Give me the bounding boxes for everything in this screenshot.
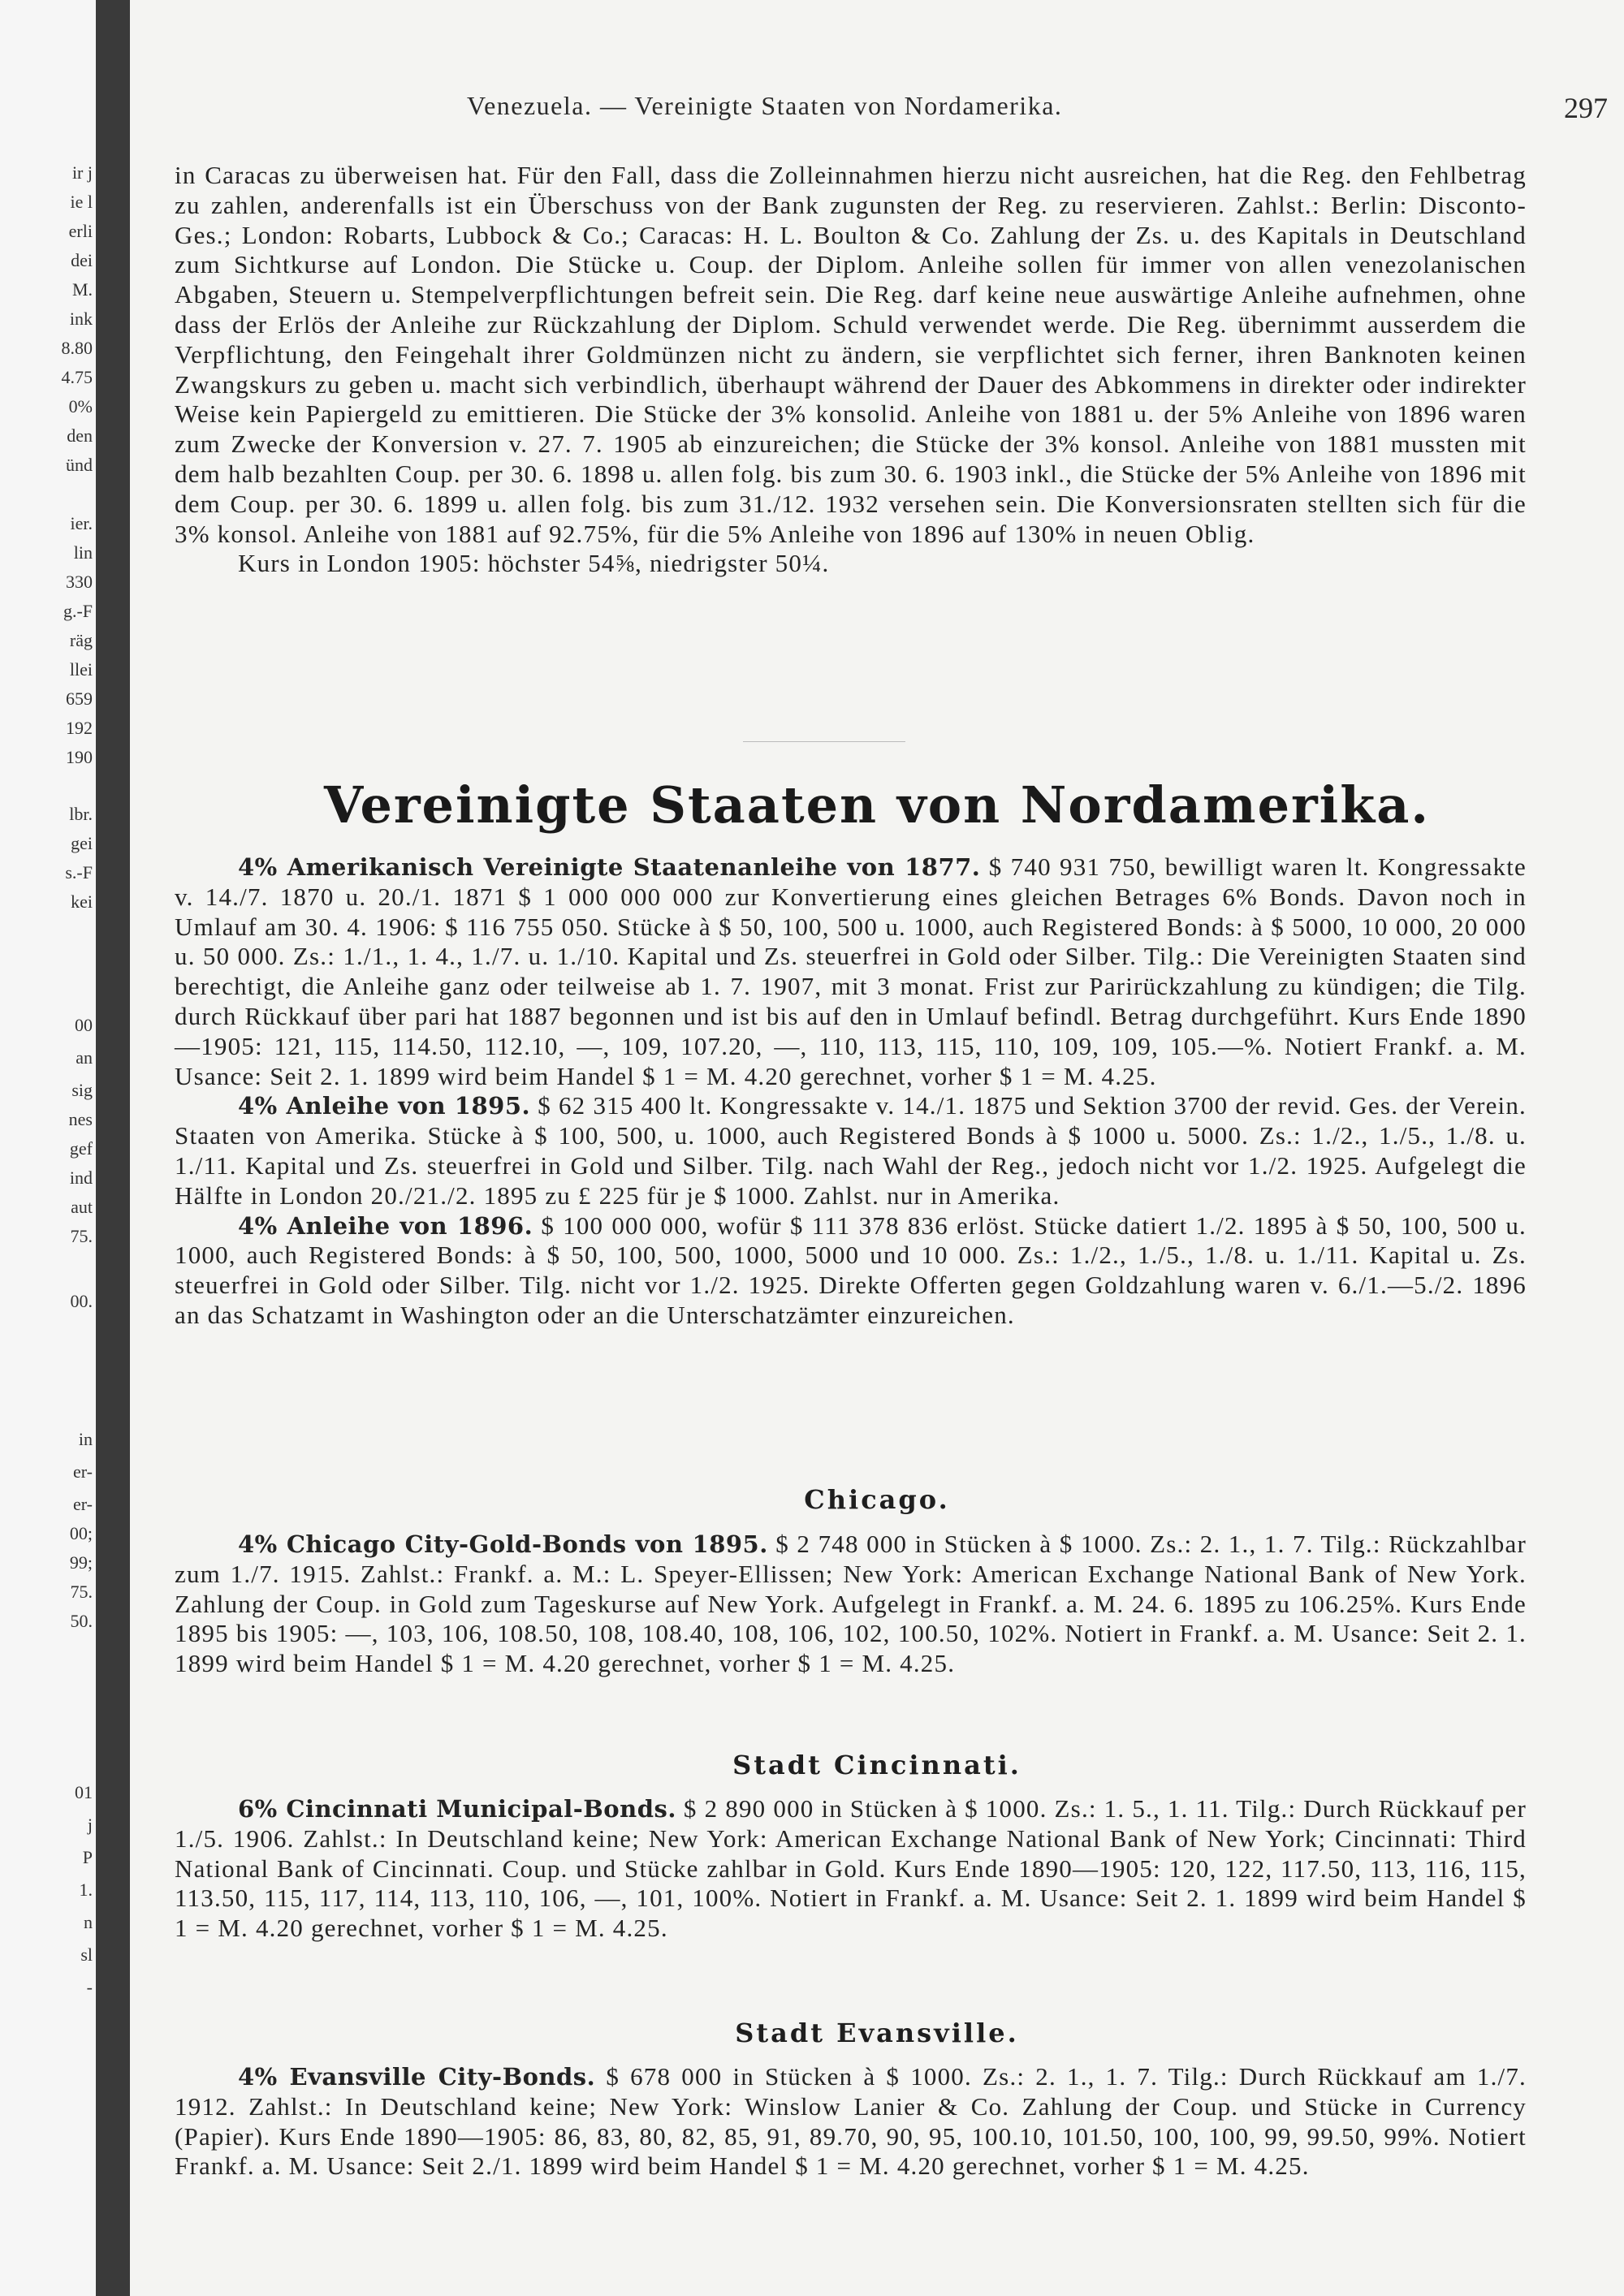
edge-fragment: 0% <box>68 396 93 416</box>
edge-fragment: llei <box>69 659 93 680</box>
venezuela-body: in Caracas zu überweisen hat. Für den Fall, dass die Zolleinnahmen hierzu nicht ausreichen, hat die Reg. den Fehlbetrag zu zahlen, anderenfalls ist ein Überschuss von der Bank zugunsten der Reg. zu reservieren. Zahlst.: Berlin: Disconto-Ges.; London: Robarts, Lubbock & Co.; Caracas: H. L. Boulton & Co. Zahlung der Zs. u. des Kapitals in Deutschland zum Sichtkurse auf London. Die Stücke u. Coup. der Diplom. Anleihe sollen für immer von allen venezolanischen Abgaben, Steuern u. Stempelverpflichtungen befreit sein. Die Reg. darf keine neue auswärtige Anleihe aufnehmen, ohne dass der Erlös der Anleihe zur Rückzahlung der Diplom. Schuld verwendet werde. Die Reg. übernimmt ausserdem die Verpflichtung, den Feingehalt ihrer Goldmünzen nicht zu ändern, sie verpflichtet sich ferner, ihren Banknoten keinen Zwangskurs zu geben u. macht sich verbindlich, überhaupt während der Dauer des Abkommens in direkter oder indirekter Weise kein Papiergeld zu emittieren. Die Stücke der 3% konsolid. Anleihe von 1881 u. der 5% Anleihe von 1896 waren zum Zwecke der Konversion v. 27. 7. 1905 ab einzureichen; die Stücke der 3% konsol. Anleihe von 1881 mussten mit dem halb bezahlten Coup. per 30. 6. 1898 u. allen folg. bis zum 30. 6. 1903 inkl., die Stücke der 5% Anleihe von 1896 mit dem Coup. per 30. 6. 1899 u. allen folg. bis zum 31./12. 1932 versehen sein. Die Konversionsraten stellten sich für die 3% konsol. Anleihe von 1881 auf 92.75%, für die 5% Anleihe von 1896 auf 130% in neuen Oblig. <box>175 161 1527 548</box>
edge-fragment: in <box>78 1429 93 1449</box>
edge-fragment: M. <box>71 279 93 300</box>
edge-fragment: 192 <box>66 718 93 738</box>
bond-title: 4% Evansville City-Bonds. <box>238 2063 596 2091</box>
document-page <box>130 0 1624 2296</box>
bond-title: 4% Anleihe von 1895. <box>238 1092 531 1120</box>
section-title-chicago: Chicago. <box>804 1484 950 1515</box>
edge-fragment: ink <box>69 309 93 329</box>
edge-fragment: 75. <box>70 1226 93 1246</box>
bond-entry <box>175 852 1527 1091</box>
edge-fragment: an <box>76 1047 93 1068</box>
section-title-cincinnati: Stadt Cincinnati. <box>732 1750 1021 1780</box>
edge-fragment: lin <box>73 542 93 563</box>
cincinnati-section <box>175 1794 1527 1944</box>
edge-fragment: 8.80 <box>61 338 93 358</box>
bond-description: $ 740 931 750, bewilligt waren lt. Kongressakte v. 14./7. 1870 u. 20./1. 1871 $ 1 000 000 000 zur Konvertierung eines gleichen Betrages 6% Bonds. Davon noch in Umlauf am 30. 4. 1906: $ 116 755 050. Stücke à $ 50, 100, 500 u. 1000, auch Registered Bonds: à $ 5000, 10 000, 20 000 u. 50 000. Zs.: 1./1., 1. 4., 1./7. u. 1./10. Kapital und Zs. steuerfrei in Gold oder Silber. Tilg.: Die Vereinigten Staaten sind berechtigt, die Anleihe ganz oder teilweise ab 1. 7. 1907, mit 3 monat. Frist zur Parirückzahlung zu kündigen; die Tilg. durch Rückkauf über pari hat 1887 begonnen und ist bis auf den in Umlauf befindl. Betrag durchgeführt. Kurs Ende 1890—1905: 121, 115, 114.50, 112.10, —, 109, 107.20, —, 110, 113, 115, 110, 109, 109, 105.—%. Notiert Frankf. a. M. Usance: Seit 2. 1. 1899 wird beim Handel $ 1 = M. 4.20 gerechnet, vorher $ 1 = M. 4.25. <box>175 852 1527 1090</box>
bond-entry <box>175 1091 1527 1211</box>
edge-fragment: gei <box>71 833 93 853</box>
bond-description: $ 2 890 000 in Stücken à $ 1000. Zs.: 1. 5., 1. 11. Tilg.: Durch Rückkauf per 1./5. 1906. Zahlst.: In Deutschland keine; New York: American Exchange National Bank of New York; Cincinnati: Third National Bank of Cincinnati. Coup. und Stücke zahlbar in Gold. Kurs Ende 1890—1905: 120, 122, 117.50, 113, 116, 115, 113.50, 115, 117, 114, 113, 110, 106, —, 101, 100%. Notiert in Frankf. a. M. Usance: Seit 2. 1. 1899 wird beim Handel $ 1 = M. 4.20 gerechnet, vorher $ 1 = M. 4.25. <box>175 1794 1527 1943</box>
edge-fragment: ie l <box>70 192 93 212</box>
edge-fragment: aut <box>71 1197 93 1217</box>
bond-description: $ 2 748 000 in Stücken à $ 1000. Zs.: 2. 1., 1. 7. Tilg.: Rückzahlbar zum 1./7. 1915. Zahlst.: Frankf. a. M.: L. Speyer-Ellissen; New York: American Exchange National Bank of New York. Zahlung der Coup. in Gold zum Tageskurse auf New York. Aufgelegt in Frankf. a. M. 24. 6. 1895 zu 106.25%. Kurs Ende 1895 bis 1905: —, 103, 106, 108.50, 108, 108.40, 108, 106, 102, 100.50, 102%. Notiert in Frankf. a. M. Usance: Seit 2. 1. 1899 wird beim Handel $ 1 = M. 4.20 gerechnet, vorher $ 1 = M. 4.25. <box>175 1530 1527 1678</box>
venezuela-section <box>175 161 1527 579</box>
bond-description: $ 62 315 400 lt. Kongressakte v. 14./1. 1875 und Sektion 3700 der revid. Ges. der Verein. Staaten von Amerika. Stücke à $ 100, 500, u. 1000, auch Registered Bonds à $ 1000 u. 5000. Zs.: 1./2., 1./5., 1./8. u. 1./11. Kapital und Zs. steuerfrei in Gold und Silber. Tilg. nach Wahl der Reg., jedoch nicht vor 1./2. 1925. Aufgelegt die Hälfte in London 20./21./2. 1895 zu £ 225 für je $ 1000. Zahlst. nur in Amerika. <box>175 1091 1527 1210</box>
edge-fragment: 4.75 <box>61 367 93 387</box>
bond-entry <box>175 1530 1527 1679</box>
edge-fragment: s.-F <box>65 862 93 883</box>
edge-fragment: 99; <box>69 1552 93 1573</box>
bond-title: 4% Anleihe von 1896. <box>238 1211 533 1240</box>
edge-fragment: 330 <box>66 572 93 592</box>
section-divider <box>743 741 905 742</box>
edge-fragment: 1. <box>79 1880 93 1900</box>
edge-fragment: j <box>87 1815 93 1835</box>
edge-fragment: dei <box>71 250 93 270</box>
edge-fragment: 75. <box>70 1582 93 1602</box>
adjacent-page-edge <box>0 0 96 2296</box>
book-gutter <box>96 0 130 2296</box>
bond-entry <box>175 1794 1527 1944</box>
section-title-usa: Vereinigte Staaten von Nordamerika. <box>324 775 1430 835</box>
edge-fragment: sl <box>80 1944 93 1965</box>
edge-fragment: erli <box>68 221 93 241</box>
edge-fragment: 50. <box>70 1611 93 1631</box>
edge-fragment: ünd <box>66 455 93 475</box>
section-title-evansville: Stadt Evansville. <box>735 2018 1019 2048</box>
edge-fragment: - <box>86 1977 93 1997</box>
edge-fragment: n <box>84 1912 93 1932</box>
bond-entry <box>175 2062 1527 2182</box>
edge-fragment: 00 <box>75 1015 93 1035</box>
page-number: 297 <box>1564 92 1608 124</box>
edge-fragment: er- <box>73 1461 93 1482</box>
edge-fragment: nes <box>68 1109 93 1129</box>
edge-fragment: den <box>67 425 93 446</box>
edge-fragment: er- <box>73 1494 93 1514</box>
edge-fragment: ier. <box>70 513 93 533</box>
bond-description: $ 678 000 in Stücken à $ 1000. Zs.: 2. 1., 1. 7. Tilg.: Durch Rückkauf am 1./7. 1912. Zahlst.: In Deutschland keine; New York: Winslow Lanier & Co. Zahlung der Coup. und Stücke in Currency (Papier). Kurs Ende 1890—1905: 86, 83, 80, 82, 85, 91, 89.70, 90, 95, 100.10, 101.50, 100, 100, 99, 99.50, 99%. Notiert Frankf. a. M. Usance: Seit 2./1. 1899 wird beim Handel $ 1 = M. 4.20 gerechnet, vorher $ 1 = M. 4.25. <box>175 2062 1527 2181</box>
edge-fragment: räg <box>69 630 93 650</box>
evansville-section <box>175 2062 1527 2182</box>
bond-entry <box>175 1211 1527 1331</box>
edge-fragment: 190 <box>66 747 93 767</box>
edge-fragment: 01 <box>75 1782 93 1802</box>
edge-fragment: 00. <box>70 1291 93 1311</box>
venezuela-kurs: Kurs in London 1905: höchster 54⅝, niedrigster 50¼. <box>238 549 830 578</box>
edge-fragment: kei <box>71 891 93 912</box>
edge-fragment: ind <box>69 1167 93 1188</box>
bond-description: $ 100 000 000, wofür $ 111 378 836 erlöst. Stücke datiert 1./2. 1895 à $ 50, 100, 500 u. 1000, auch Registered Bonds: à $ 50, 100, 500, 1000, 5000 und 10 000. Zs.: 1./2., 1./5., 1./8. u. 1./11. Kapital u. Zs. steuerfrei in Gold oder Silber. Tilg. nicht vor 1./2. 1925. Direkte Offerten gegen Goldzahlung waren v. 6./1.—5./2. 1896 an das Schatzamt in Washington oder an die Unterschatzämter einzureichen. <box>175 1211 1527 1329</box>
edge-fragment: P <box>82 1847 93 1867</box>
edge-fragment: lbr. <box>69 804 93 824</box>
usa-section <box>175 852 1527 1331</box>
edge-fragment: 00; <box>69 1523 93 1543</box>
chicago-section <box>175 1530 1527 1679</box>
edge-fragment: g.-F <box>63 601 93 621</box>
edge-fragment: 659 <box>66 688 93 709</box>
bond-title: 6% Cincinnati Municipal-Bonds. <box>238 1795 676 1823</box>
bond-title: 4% Amerikanisch Vereinigte Staatenanleihe von 1877. <box>238 853 981 881</box>
running-head: Venezuela. — Vereinigte Staaten von Nordamerika. <box>467 91 1063 120</box>
edge-fragment: gef <box>69 1138 93 1159</box>
bond-title: 4% Chicago City-Gold-Bonds von 1895. <box>238 1530 768 1558</box>
edge-fragment: sig <box>71 1080 93 1100</box>
edge-fragment: ir j <box>71 162 93 183</box>
